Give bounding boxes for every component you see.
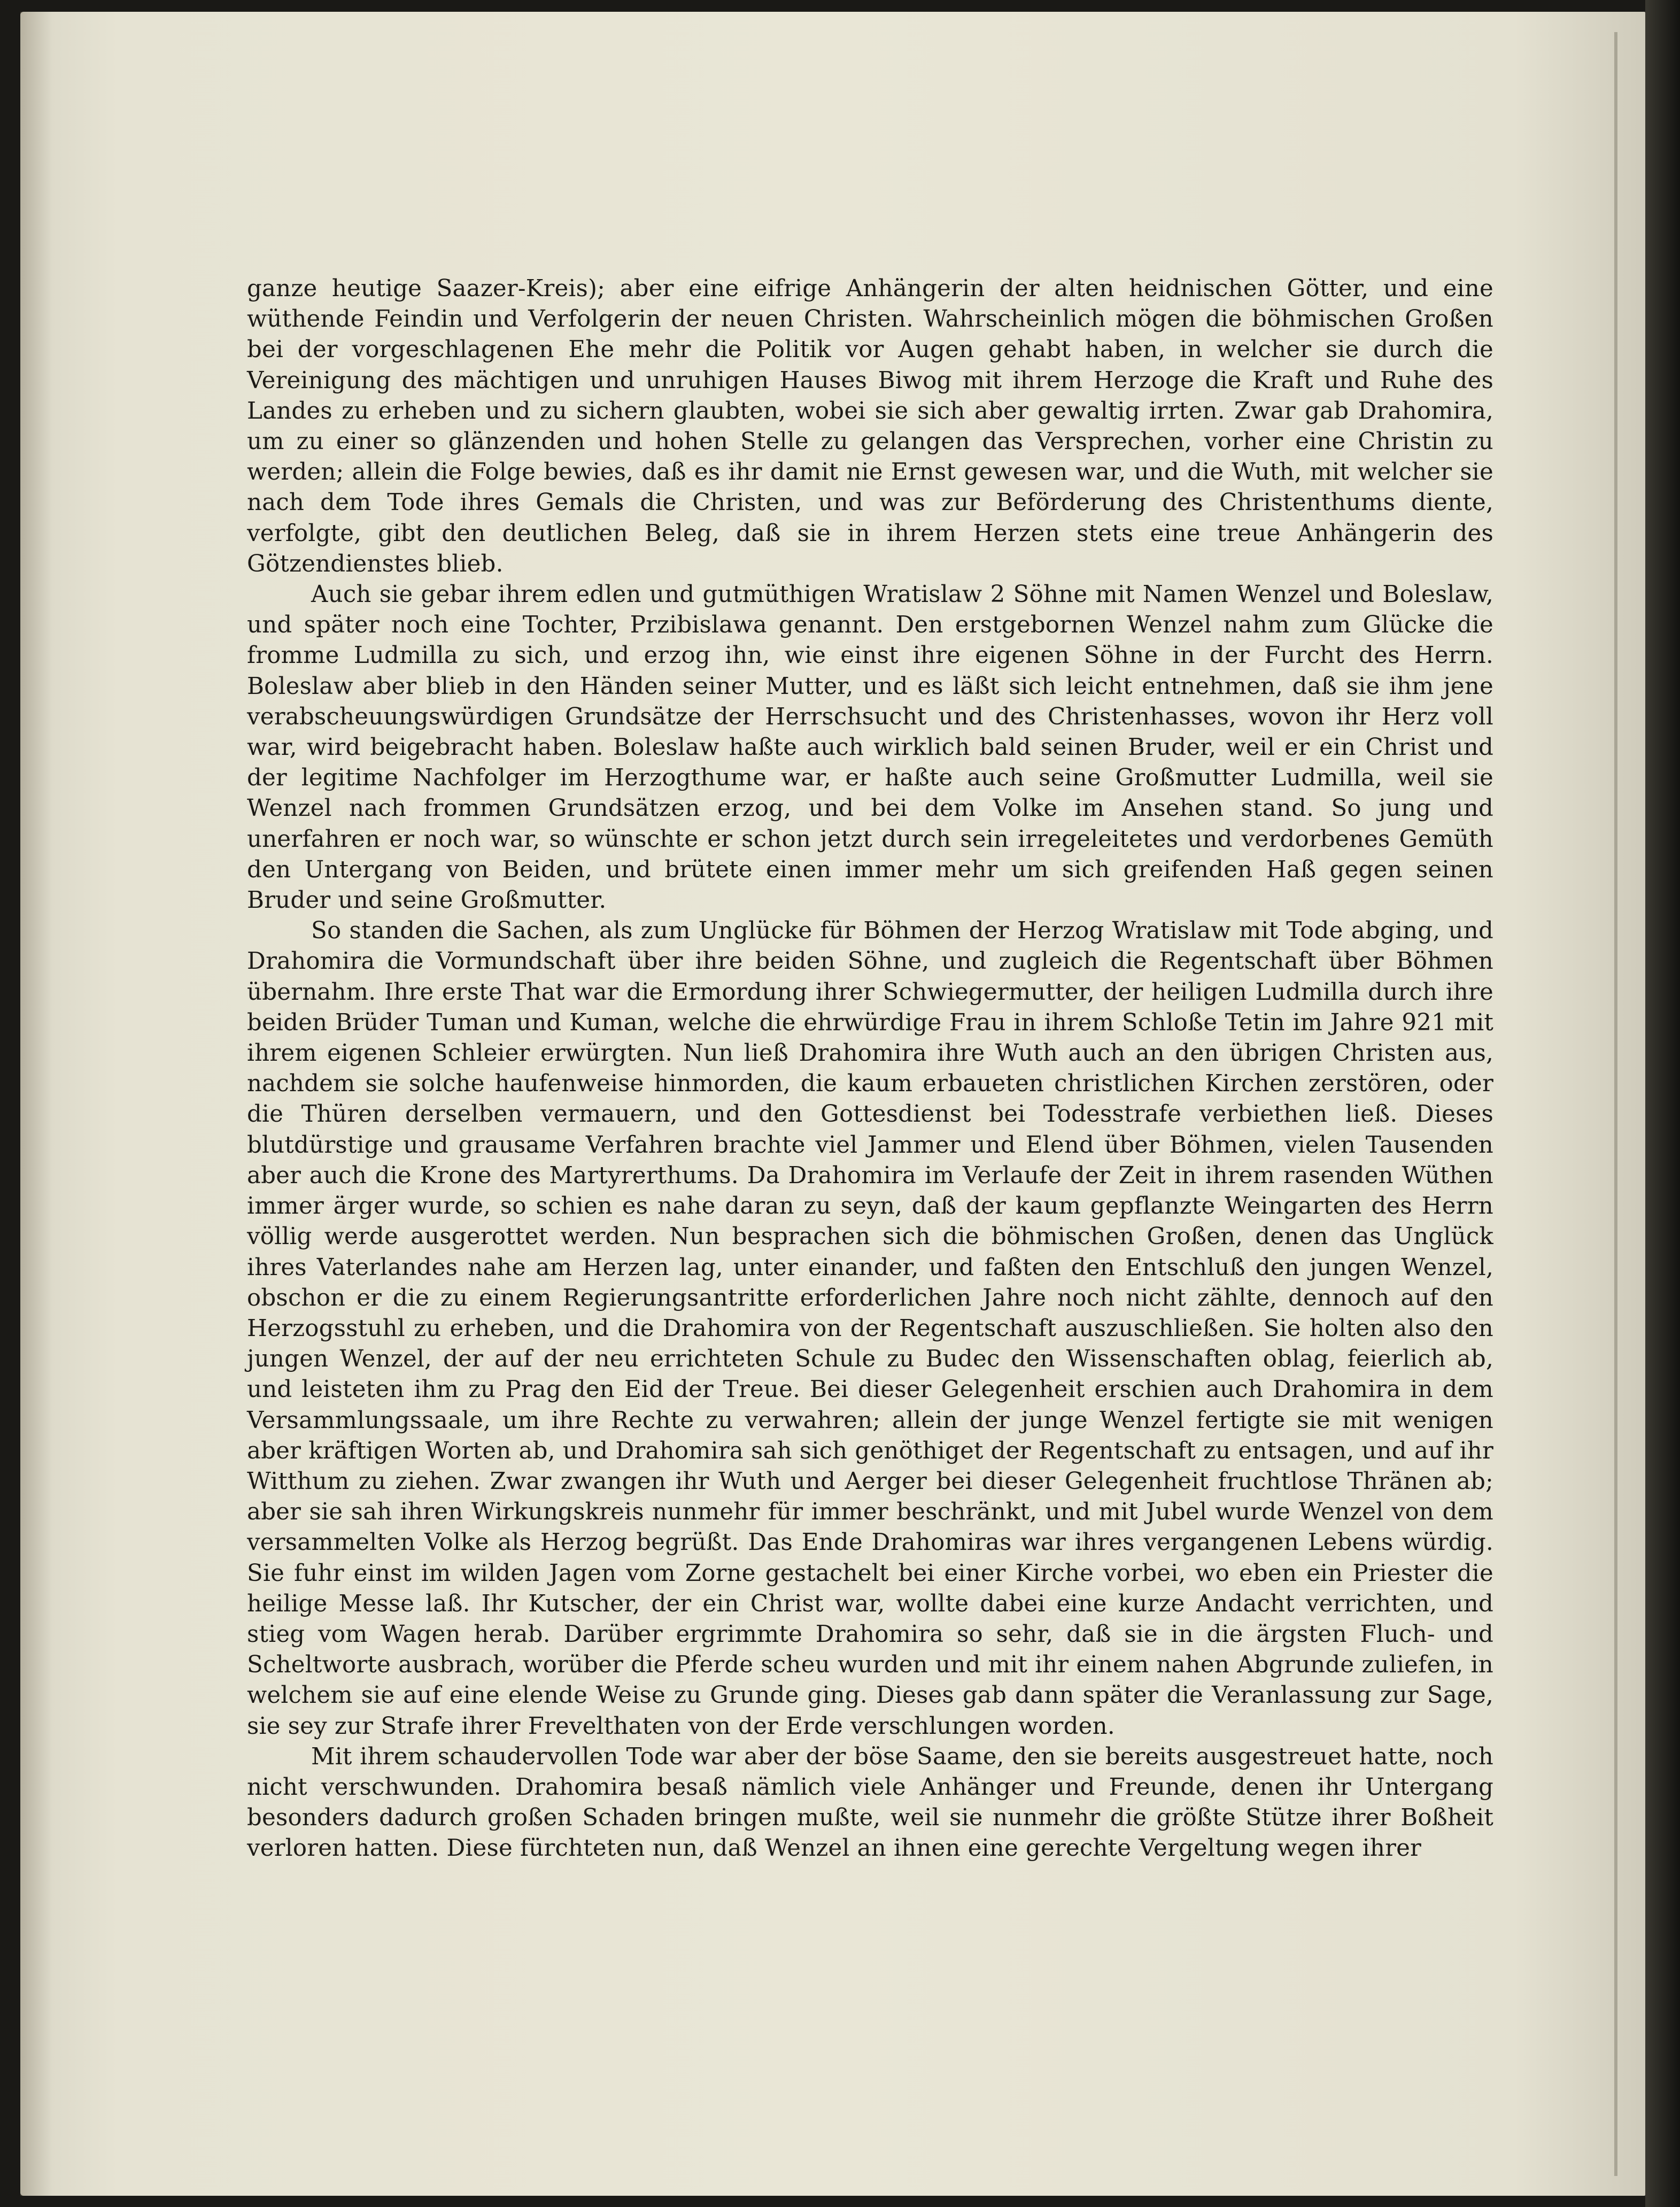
binding-shadow — [20, 12, 52, 2196]
body-text — [247, 274, 1493, 1864]
paragraph-1: ganze heutige Saazer-Kreis); aber eine eifrige Anhängerin der alten heidnischen Götter, und eine wüthende Feindin und Verfolgerin der neuen Christen. Wahrscheinlich mögen die böhmischen Großen bei der vorgeschlagenen Ehe mehr die Politik vor Augen gehabt haben, in welcher sie durch die Vereinigung des mächtigen und unruhigen Hauses Biwog mit ihrem Herzoge die Kraft und Ruhe des Landes zu erheben und zu sichern glaubten, wobei sie sich aber gewaltig irrten. Zwar gab Drahomira, um zu einer so glänzenden und hohen Stelle zu gelangen das Versprechen, vorher eine Christin zu werden; allein die Folge bewies, daß es ihr damit nie Ernst gewesen war, und die Wuth, mit welcher sie nach dem Tode ihres Gemals die Christen, und was zur Beförderung des Christenthums diente, verfolgte, gibt den deutlichen Beleg, daß sie in ihrem Herzen stets eine treue Anhängerin des Götzendienstes blieb. — [247, 275, 1493, 577]
page-edge-line — [1614, 32, 1617, 2176]
paragraph-2: Auch sie gebar ihrem edlen und gutmüthigen Wratislaw 2 Söhne mit Namen Wenzel und Boleslaw, und später noch eine Tochter, Przibislawa genannt. Den erstgebornen Wenzel nahm zum Glücke die fromme Ludmilla zu sich, und erzog ihn, wie einst ihre eigenen Söhne in der Furcht des Herrn. Boleslaw aber blieb in den Händen seiner Mutter, und es läßt sich leicht entnehmen, daß sie ihm jene verabscheuungswürdigen Grundsätze der Herrschsucht und des Christenhasses, wovon ihr Herz voll war, wird beigebracht haben. Boleslaw haßte auch wirklich bald seinen Bruder, weil er ein Christ und der legitime Nachfolger im Herzogthume war, er haßte auch seine Großmutter Ludmilla, weil sie Wenzel nach frommen Grundsätzen erzog, und bei dem Volke im Ansehen stand. So jung und unerfahren er noch war, so wünschte er schon jetzt durch sein irregeleitetes und verdorbenes Gemüth den Untergang von Beiden, und brütete einen immer mehr um sich greifenden Haß gegen seinen Bruder und seine Großmutter. — [247, 581, 1493, 914]
paragraph-4: Mit ihrem schaudervollen Tode war aber der böse Saame, den sie bereits ausgestreuet hatte, noch nicht verschwunden. Drahomira besaß nämlich viele Anhänger und Freunde, denen ihr Untergang besonders dadurch großen Schaden bringen mußte, weil sie nunmehr die größte Stütze ihrer Boßheit verloren hatten. Diese fürchteten nun, daß Wenzel an ihnen eine gerechte Vergeltung wegen ihrer — [247, 1743, 1493, 1862]
paragraph-3: So standen die Sachen, als zum Unglücke für Böhmen der Herzog Wratislaw mit Tode abging, und Drahomira die Vormundschaft über ihre beiden Söhne, und zugleich die Regentschaft über Böhmen übernahm. Ihre erste That war die Ermordung ihrer Schwiegermutter, der heiligen Ludmilla durch ihre beiden Brüder Tuman und Kuman, welche die ehrwürdige Frau in ihrem Schloße Tetin im Jahre 921 mit ihrem eigenen Schleier erwürgten. Nun ließ Drahomira ihre Wuth auch an den übrigen Christen aus, nachdem sie solche haufenweise hinmorden, die kaum erbaueten christlichen Kirchen zerstören, oder die Thüren derselben vermauern, und den Gottesdienst bei Todesstrafe verbiethen ließ. Dieses blutdürstige und grausame Verfahren brachte viel Jammer und Elend über Böhmen, vielen Tausenden aber auch die Krone des Martyrerthums. Da Drahomira im Verlaufe der Zeit in ihrem rasenden Wüthen immer ärger wurde, so schien es nahe daran zu seyn, daß der kaum gepflanzte Weingarten des Herrn völlig werde ausgerottet werden. Nun besprachen sich die böhmischen Großen, denen das Unglück ihres Vaterlandes nahe am Herzen lag, unter einander, und faßten den Entschluß den jungen Wenzel, obschon er die zu einem Regierungsantritte erforderlichen Jahre noch nicht zählte, dennoch auf den Herzogsstuhl zu erheben, und die Drahomira von der Regentschaft auszuschließen. Sie holten also den jungen Wenzel, der auf der neu errichteten Schule zu Budec den Wissenschaften oblag, feierlich ab, und leisteten ihm zu Prag den Eid der Treue. Bei dieser Gelegenheit erschien auch Drahomira in dem Versammlungssaale, um ihre Rechte zu verwahren; allein der junge Wenzel fertigte sie mit wenigen aber kräftigen Worten ab, und Drahomira sah sich genöthiget der Regentschaft zu entsagen, und auf ihr Witthum zu ziehen. Zwar zwangen ihr Wuth und Aerger bei dieser Gelegenheit fruchtlose Thränen ab; aber sie sah ihren Wirkungskreis nunmehr für immer beschränkt, und mit Jubel wurde Wenzel von dem versammelten Volke als Herzog begrüßt. Das Ende Drahomiras war ihres vergangenen Lebens würdig. Sie fuhr einst im wilden Jagen vom Zorne gestachelt bei einer Kirche vorbei, wo eben ein Priester die heilige Messe laß. Ihr Kutscher, der ein Christ war, wollte dabei eine kurze Andacht verrichten, und stieg vom Wagen herab. Darüber ergrimmte Drahomira so sehr, daß sie in die ärgsten Fluch- und Scheltworte ausbrach, worüber die Pferde scheu wurden und mit ihr einem nahen Abgrunde zuliefen, in welchem sie auf eine elende Weise zu Grunde ging. Dieses gab dann später die Veranlassung zur Sage, sie sey zur Strafe ihrer Frevelthaten von der Erde verschlungen worden. — [247, 917, 1493, 1740]
book-spine-strip — [1645, 0, 1680, 2207]
